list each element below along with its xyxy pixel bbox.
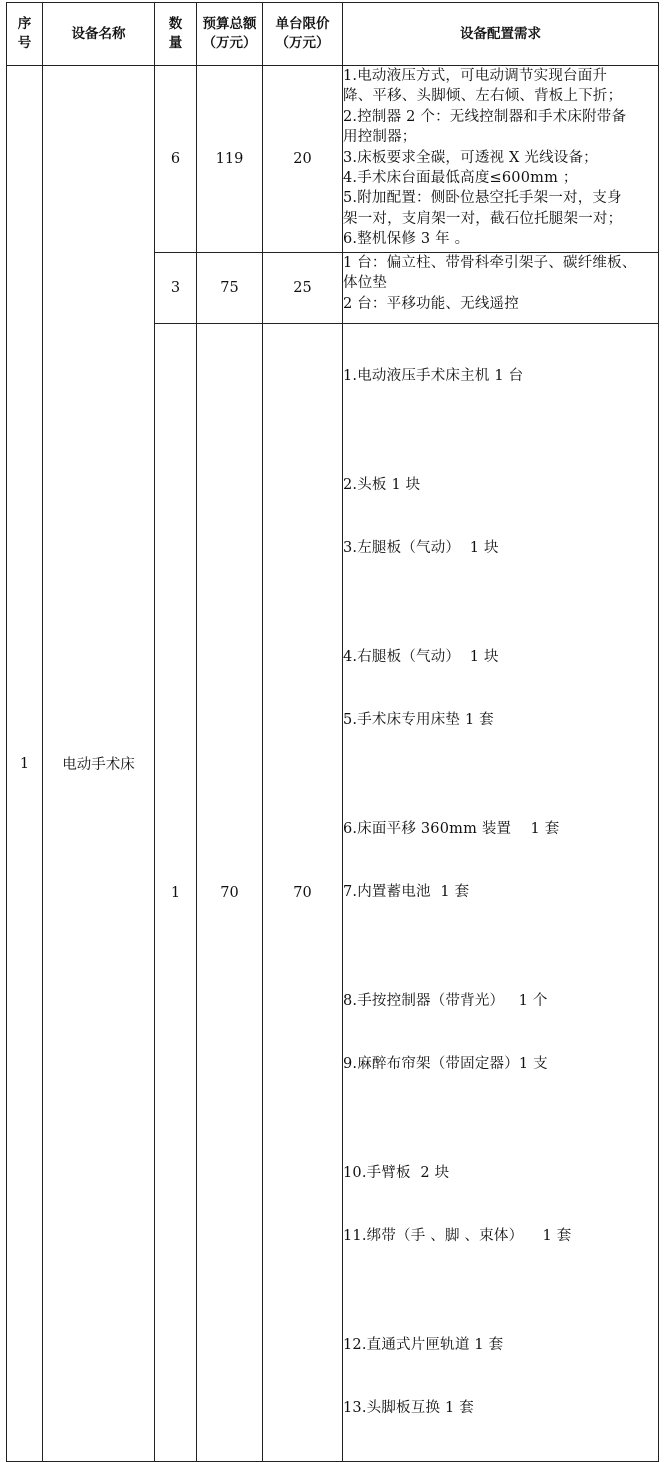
requirement-line: 11.绑带（手 、脚 、束体） 1 套 <box>343 1228 572 1244</box>
requirement-line: 5.附加配置：侧卧位悬空托手架一对，支身 <box>343 190 622 207</box>
requirement-line: 8.手按控制器（带背光） 1 个 <box>343 993 548 1009</box>
requirement-line: 1.电动液压方式，可电动调节实现台面升 <box>343 68 608 84</box>
header-qty <box>155 3 197 66</box>
unit-limit-cell: 25 <box>263 253 343 324</box>
header-qty-text: 数量 <box>168 16 183 51</box>
budget-cell: 75 <box>197 253 263 324</box>
requirement-line: 1 台：偏立柱、带骨科牵引架子、碳纤维板、 <box>343 255 637 271</box>
header-seq-text: 序号 <box>17 16 32 51</box>
requirement-line: 2.控制器 2 个：无线控制器和手术床附带备 <box>343 108 627 125</box>
item-name-cell: 电动手术床 <box>43 66 155 1462</box>
header-seq <box>7 3 43 66</box>
requirement-line: 6.整机保修 3 年 。 <box>343 231 470 248</box>
table-row <box>7 66 659 253</box>
requirement-line: 12.直通式片匣轨道 1 套 <box>343 1337 504 1353</box>
requirement-line: 架一对，支肩架一对，截石位托腿架一对； <box>343 210 623 227</box>
requirement-group <box>343 324 658 429</box>
requirement-line: 13.头脚板互换 1 套 <box>343 1400 474 1416</box>
requirement-line: 1.电动液压手术床主机 1 台 <box>343 368 524 384</box>
qty-cell: 6 <box>155 66 197 253</box>
requirement-group <box>343 1293 658 1461</box>
equipment-spec-table <box>6 2 659 1462</box>
budget-cell: 119 <box>197 66 263 253</box>
unit-limit-cell: 70 <box>263 324 343 1462</box>
qty-cell: 1 <box>155 324 197 1462</box>
header-budget-text: 预算总额（万元） <box>202 16 257 51</box>
requirement-line: 用控制器； <box>343 129 417 146</box>
requirement-group <box>343 949 658 1117</box>
requirement-line: 2 台：平移功能、无线遥控 <box>343 295 519 312</box>
requirement-line: 5.手术床专用床垫 1 套 <box>343 712 494 728</box>
header-name: 设备名称 <box>43 3 155 66</box>
requirement-line: 4.右腿板（气动） 1 块 <box>343 649 499 665</box>
header-unit-limit <box>263 3 343 66</box>
requirements-cell <box>343 253 659 324</box>
requirement-line: 9.麻醉布帘架（带固定器）1 支 <box>343 1056 548 1072</box>
header-unit-limit-text: 单台限价（万元） <box>275 16 330 51</box>
header-row <box>7 3 659 66</box>
header-requirements: 设备配置需求 <box>343 3 659 66</box>
requirements-cell <box>343 324 659 1462</box>
requirement-line: 3.床板要求全碳，可透视 X 光线设备； <box>343 149 598 166</box>
requirements-cell <box>343 66 659 253</box>
requirement-line: 体位垫 <box>343 275 388 292</box>
requirement-line: 降、平移、头脚倾、左右倾、背板上下折； <box>343 88 623 105</box>
requirement-line: 7.内置蓄电池 1 套 <box>343 884 470 900</box>
requirement-line: 6.床面平移 360mm 装置 1 套 <box>343 821 560 837</box>
requirement-line: 3.左腿板（气动） 1 块 <box>343 540 499 556</box>
requirement-group <box>343 433 658 601</box>
requirement-group <box>343 777 658 945</box>
unit-limit-cell: 20 <box>263 66 343 253</box>
budget-cell: 70 <box>197 324 263 1462</box>
item-seq-cell: 1 <box>7 66 43 1462</box>
requirement-line: 2.头板 1 块 <box>343 477 421 493</box>
qty-cell: 3 <box>155 253 197 324</box>
requirement-line: 10.手臂板 2 块 <box>343 1165 450 1181</box>
requirement-line: 4.手术床台面最低高度≤600mm ； <box>343 170 578 187</box>
document-page <box>6 2 659 1462</box>
requirement-group <box>343 1121 658 1289</box>
requirement-group <box>343 605 658 773</box>
header-budget <box>197 3 263 66</box>
